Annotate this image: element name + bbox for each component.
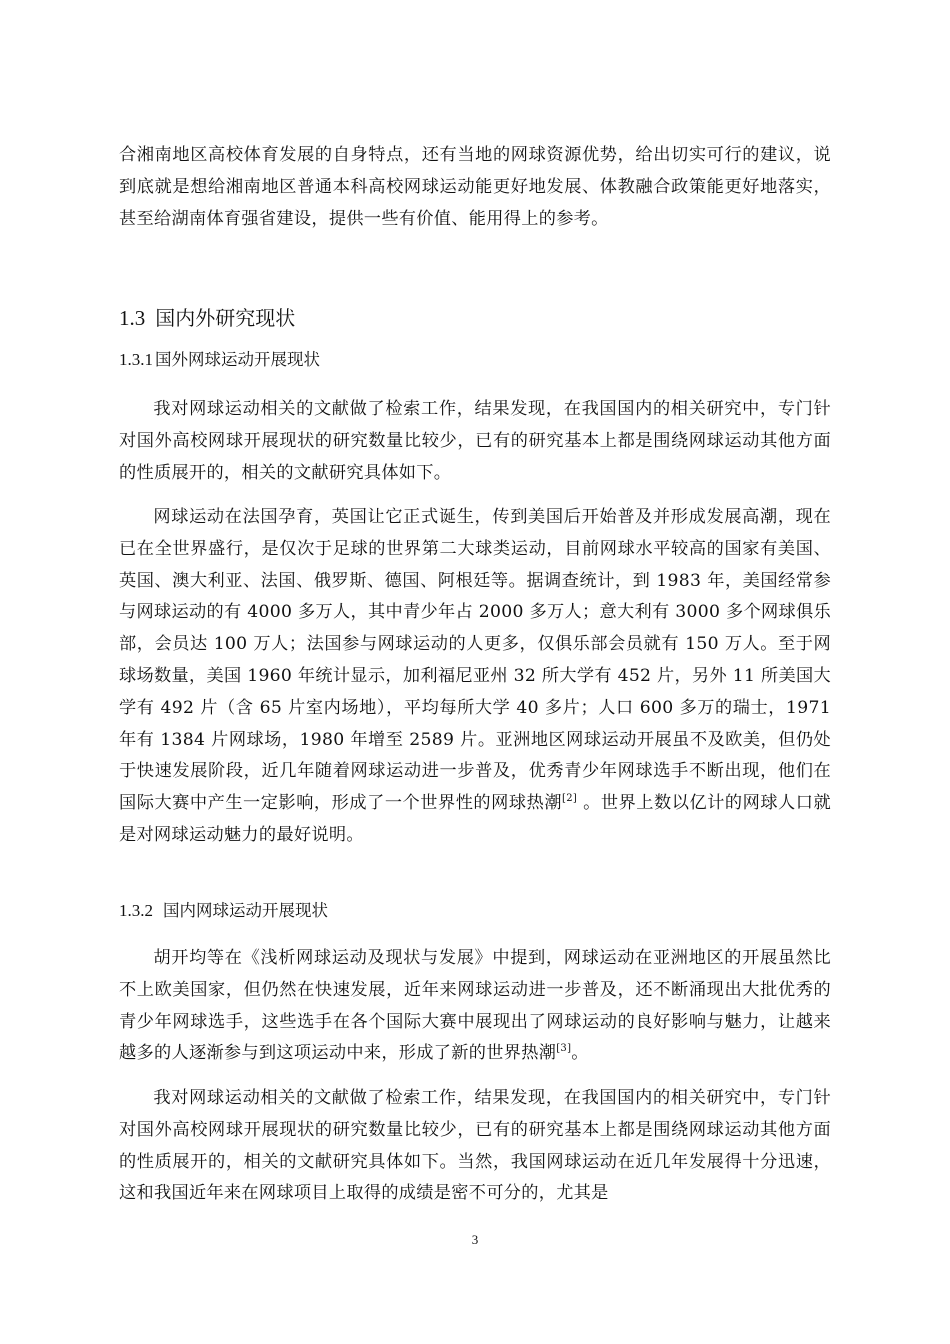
paragraph-3-text: 胡开均等在《浅析网球运动及现状与发展》中提到，网球运动在亚洲地区的开展虽然比不上欧美国家，但仍然在快速发展，近年来网球运动进一步普及，还不断涌现出大批优秀的青少年网球选手，这些选手在各个国际大赛中展现出了网球运动的良好影响与魅力，让越来越多的人逐渐参与到这项运动中来，形成了新的世界热潮: [119, 948, 831, 1064]
body-paragraph-2: [119, 502, 831, 852]
section-number: 1.3: [119, 306, 146, 330]
citation-ref-2: [2]: [562, 793, 578, 805]
subsection-title-2: 国内网球运动开展现状: [163, 901, 328, 920]
body-paragraph-4: 我对网球运动相关的文献做了检索工作，结果发现，在我国国内的相关研究中，专门针对国外高校网球开展现状的研究数量比较少，已有的研究基本上都是围绕网球运动其他方面的性质展开的，相关的文献研究具体如下。当然，我国网球运动在近几年发展得十分迅速，这和我国近年来在网球项目上取得的成绩是密不可分的，尤其是: [119, 1088, 831, 1204]
paragraph-2-text: 网球运动在法国孕育，英国让它正式诞生，传到美国后开始普及并形成发展高潮，现在已在全世界盛行，是仅次于足球的世界第二大球类运动，目前网球水平较高的国家有美国、英国、澳大利亚、法国、俄罗斯、德国、阿根廷等。据调查统计，到 1983 年，美国经常参与网球运动的有 4000 多万人，其中青少年占 2000 多万人；意大利有 3000 多个网球俱乐部，会员达 100 万人；法国参与网球运动的人更多，仅俱乐部会员就有 150 万人。至于网球场数量，美国 1960 年统计显示，加利福尼亚州 32 所大学有 452 片，另外 11 所美国大学有 492 片（含 65 片室内场地），平均每所大学 40 多片；人口 600 多万的瑞士，1971 年有 1384 片网球场，1980 年增至 2589 片。亚洲地区网球运动开展虽不及欧美，但仍处于快速发展阶段，近几年随着网球运动进一步普及，优秀青少年网球选手不断出现，他们在国际大赛中产生一定影响，形成了一个世界性的网球热潮: [119, 507, 831, 814]
subsection-number-2: 1.3.2: [119, 901, 153, 920]
body-paragraph-1: 我对网球运动相关的文献做了检索工作，结果发现，在我国国内的相关研究中，专门针对国外高校网球开展现状的研究数量比较少，已有的研究基本上都是围绕网球运动其他方面的性质展开的，相关的文献研究具体如下。: [119, 399, 831, 483]
document-page: [119, 0, 831, 1344]
paragraph-3-tail: 。: [571, 1043, 589, 1064]
section-title: 国内外研究现状: [155, 306, 296, 330]
subsection-heading-2: [119, 897, 328, 925]
page-number: 3: [471, 1232, 479, 1247]
subsection-number-1: 1.3.1: [119, 350, 153, 369]
subsection-title-1: 国外网球运动开展现状: [155, 350, 320, 369]
paragraph-2-tail: 。世界上数以亿计的网球人口就是对网球运动魅力的最好说明。: [119, 793, 831, 845]
subsection-heading-1: [119, 346, 320, 374]
citation-ref-3: [3]: [556, 1043, 572, 1055]
body-paragraph-3: [119, 943, 831, 1070]
section-heading: [119, 302, 295, 334]
intro-paragraph: 合湘南地区高校体育发展的自身特点，还有当地的网球资源优势，给出切实可行的建议，说到底就是想给湘南地区普通本科高校网球运动能更好地发展、体教融合政策能更好地落实，甚至给湖南体育强省建设，提供一些有价值、能用得上的参考。: [119, 145, 831, 229]
